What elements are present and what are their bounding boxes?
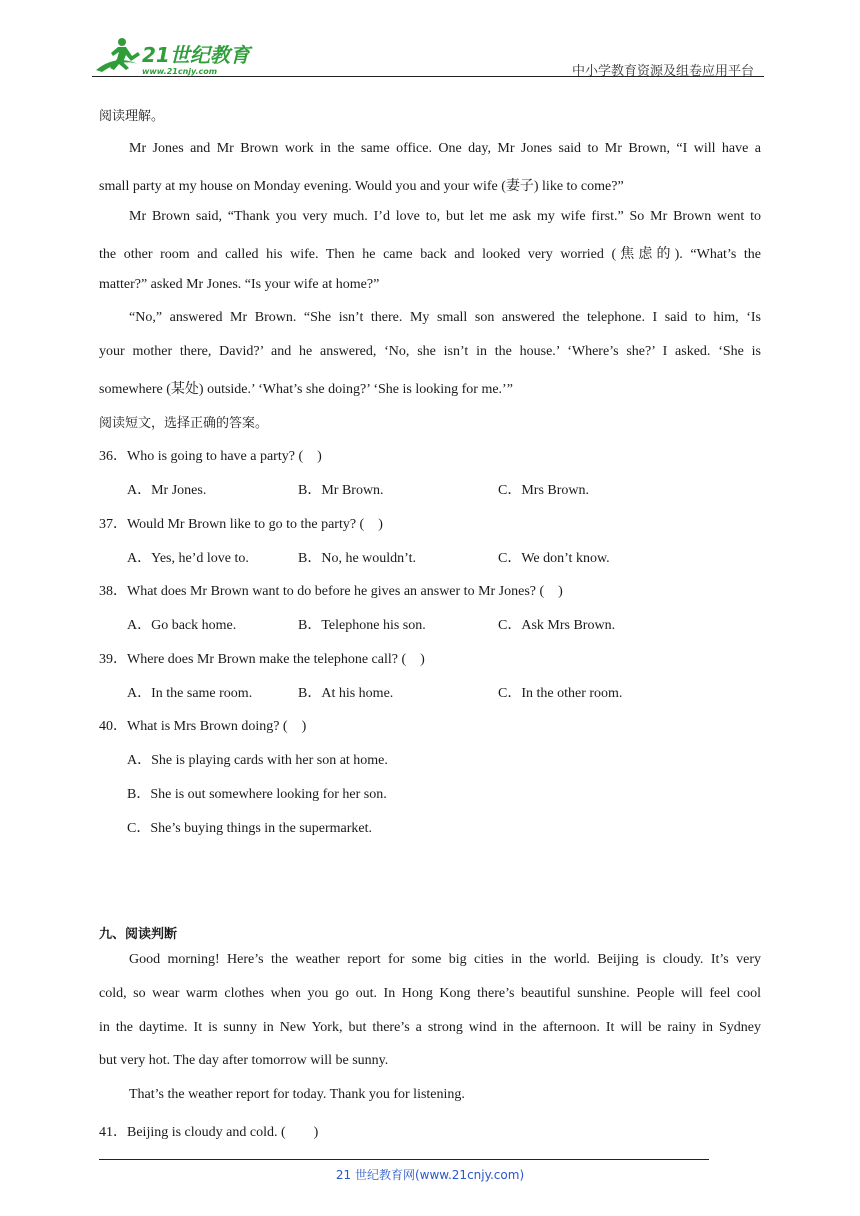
passage-line: small party at my house on Monday evening. Would you and your wife (妻子) like to come?” (99, 179, 624, 194)
option-b: B．She is out somewhere looking for her son. (127, 787, 387, 802)
platform-name: 中小学教育资源及组卷应用平台 (571, 64, 754, 79)
question-stem: 41．Beijing is cloudy and cold. ( ) (99, 1125, 319, 1140)
option-b: B．Mr Brown. (298, 483, 384, 498)
passage-line: Good morning! Here’s the weather report for some big cities in the world. Beijing is cloudy. It’s very (129, 952, 761, 967)
option-c: C．She’s buying things in the supermarket. (127, 821, 372, 836)
svg-text:www.21cnjy.com: www.21cnjy.com (142, 67, 218, 76)
instruction-text: 阅读短文，选择正确的答案。 (99, 416, 269, 431)
question-stem: 40．What is Mrs Brown doing? ( ) (99, 719, 307, 734)
site-logo (92, 34, 262, 78)
passage-line: the other room and called his wife. Then he came back and looked very worried (焦虑的). “What’s the (99, 247, 761, 262)
option-a: A．She is playing cards with her son at home. (127, 753, 388, 768)
passage-line: somewhere (某处) outside.’ ‘What’s she doing?’ ‘She is looking for me.’” (99, 382, 513, 397)
option-c: C．Ask Mrs Brown. (498, 618, 616, 633)
option-c: C．Mrs Brown. (498, 483, 590, 498)
option-c: C．We don’t know. (498, 551, 610, 566)
passage-line: That’s the weather report for today. Thank you for listening. (129, 1087, 465, 1102)
question-stem: 36．Who is going to have a party? ( ) (99, 449, 322, 464)
option-a: A．Go back home. (127, 618, 237, 633)
option-a: A．Mr Jones. (127, 483, 207, 498)
passage-line: Mr Brown said, “Thank you very much. I’d love to, but let me ask my wife first.” So Mr Brown went to (129, 209, 761, 224)
passage-line: your mother there, David?’ and he answered, ‘No, she isn’t in the house.’ ‘Where’s she?’ I asked. ‘She is (99, 344, 761, 359)
passage-line: but very hot. The day after tomorrow will be sunny. (99, 1053, 389, 1068)
question-stem: 39．Where does Mr Brown make the telephone call? ( ) (99, 652, 425, 667)
svg-text:21世纪教育: 21世纪教育 (142, 43, 250, 67)
option-a: A．Yes, he’d love to. (127, 551, 249, 566)
option-b: B．At his home. (298, 686, 394, 701)
footer-divider (99, 1159, 709, 1160)
passage-line: Mr Jones and Mr Brown work in the same office. One day, Mr Jones said to Mr Brown, “I will have a (129, 141, 761, 156)
question-stem: 38．What does Mr Brown want to do before he gives an answer to Mr Jones? ( ) (99, 584, 563, 599)
footer-link[interactable]: 21 世纪教育网(www.21cnjy.com) (335, 1168, 525, 1182)
header-divider (92, 76, 764, 77)
option-c: C．In the other room. (498, 686, 623, 701)
option-b: B．Telephone his son. (298, 618, 426, 633)
page-header (92, 30, 768, 80)
option-b: B．No, he wouldn’t. (298, 551, 416, 566)
option-a: A．In the same room. (127, 686, 253, 701)
passage-line: “No,” answered Mr Brown. “She isn’t there. My small son answered the telephone. I said to him, ‘Is (129, 310, 761, 325)
runner-icon (96, 38, 140, 72)
question-stem: 37．Would Mr Brown like to go to the party? ( ) (99, 517, 383, 532)
passage-line: in the daytime. It is sunny in New York, but there’s a strong wind in the afternoon. It will be rainy in Sydney (99, 1020, 761, 1035)
section-title-reading: 阅读理解。 (99, 109, 165, 124)
passage-line: matter?” asked Mr Jones. “Is your wife at home?” (99, 277, 380, 292)
passage-line: cold, so wear warm clothes when you go out. In Hong Kong there’s beautiful sunshine. People will feel cool (99, 986, 761, 1001)
section-title-judgement: 九、阅读判断 (99, 927, 178, 942)
